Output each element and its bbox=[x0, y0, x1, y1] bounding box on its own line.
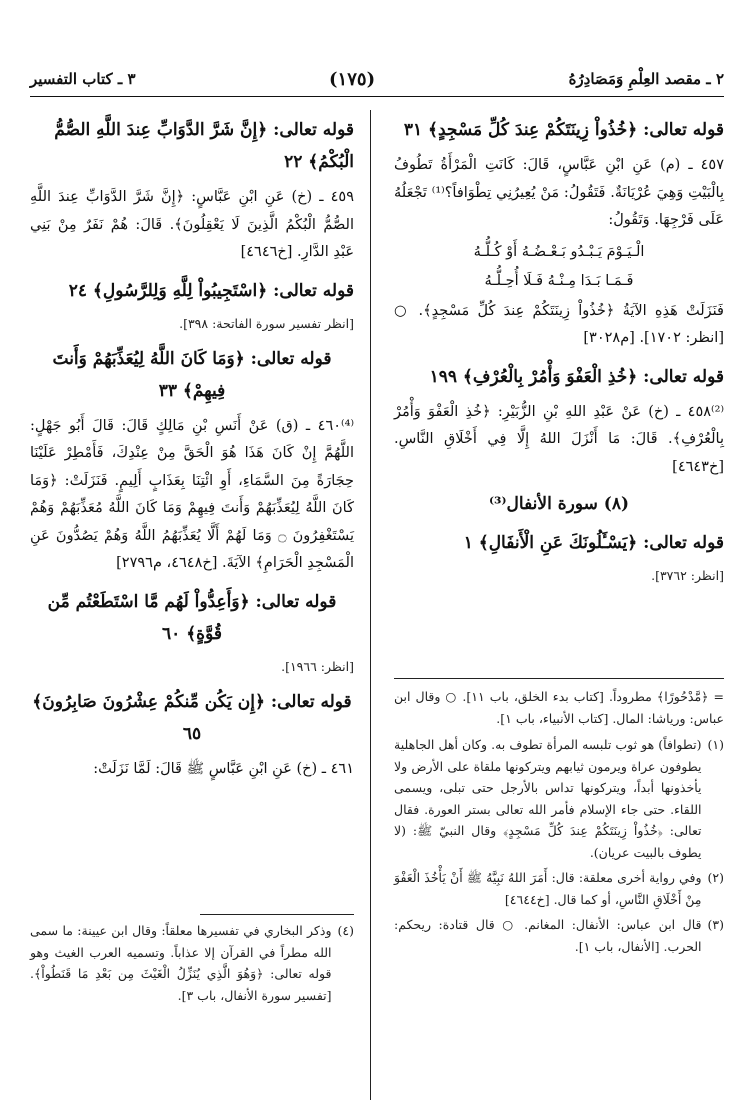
footnote-continuation: = ﴿مَّدْحُورًا﴾ مطروداً. [كتاب بدء الخلق، باب ١١]. ○ وقال ابن عباس: ورياشا: المال. [كتاب الأنبياء، باب ١]. bbox=[394, 689, 724, 726]
verse-heading-199: قوله تعالى: ﴿خُذِ الْعَفْوَ وَأْمُرْ بِالْعُرْفِ﴾ ١٩٩ bbox=[429, 366, 724, 387]
hadith-457: ٤٥٧ ـ (م) عَنِ ابْنِ عَبَّاسٍ، قَالَ: كَانَتِ الْمَرْأَةُ تَطُوفُ بِالْبَيْتِ وَهِيَ عُرْيَانَةٌ. فَتَقُولُ: مَنْ يُعِيرُنِي تِطْوَافاً؟⁽¹⁾ تَجْعَلُهُ عَلَى فَرْجِهَا. وَتَقُولُ: bbox=[394, 157, 724, 228]
page-header bbox=[30, 62, 724, 97]
hadith-458: ⁽²⁾٤٥٨ ـ (خ) عَنْ عَبْدِ اللهِ بْنِ الزُّبَيْرِ: ﴿خُذِ الْعَفْوَ وَأْمُرْ بِالْعُرْفِ﴾. قَالَ: مَا أَنْزَلَ اللهُ إِلَّا فِي أَخْلَاقِ النَّاسِ. [خ٤٦٤٣] bbox=[394, 403, 724, 475]
verse-heading-24: قوله تعالى: ﴿اسْتَجِيبُواْ لِلَّهِ وَلِلرَّسُولِ﴾ ٢٤ bbox=[68, 280, 354, 301]
footnote-number: (٤) bbox=[337, 923, 354, 938]
right-column bbox=[394, 106, 724, 591]
book-title: ٣ ـ كتاب التفسير bbox=[30, 70, 136, 88]
chapter-title: ٢ ـ مقصد العِلْمِ وَمَصَادِرُهُ bbox=[568, 70, 724, 88]
verse-heading-33: قوله تعالى: ﴿وَمَا كَانَ اللَّهُ لِيُعَذِّبَهُمْ وَأَنتَ فِيهِمْ﴾ ٣٣ bbox=[52, 348, 332, 401]
reference-3762: [انظر: ٣٧٦٢]. bbox=[651, 567, 724, 583]
reference-fatiha: [انظر تفسير سورة الفاتحة: ٣٩٨]. bbox=[179, 315, 354, 331]
footnote-4 bbox=[30, 920, 354, 1006]
reference-1966: [انظر: ١٩٦٦]. bbox=[281, 658, 354, 674]
footnote-1 bbox=[394, 734, 724, 863]
sura-title-anfal: (٨) سورة الأنفال⁽³⁾ bbox=[488, 494, 630, 514]
footnote-text: وفي رواية أخرى معلقة: قال: أَمَرَ اللهُ نَبِيَّهُ ﷺ أَنْ يَأْخُذَ الْعَفْوَ مِنْ أَخْلَاقِ النَّاسِ، أو كما قال. [خ٤٦٤٤] bbox=[394, 870, 702, 907]
footnote-separator-left bbox=[200, 914, 354, 915]
footnote-text: قال ابن عباس: الأنفال: المغانم. ○ قال قتادة: ريحكم: الحرب. [الأنفال، باب ١]. bbox=[394, 917, 702, 954]
column-divider bbox=[370, 110, 371, 1100]
footnotes-right bbox=[394, 684, 724, 961]
verse-heading-65: قوله تعالى: ﴿إِن يَكُن مِّنكُمْ عِشْرُونَ صَابِرُونَ﴾ ٦٥ bbox=[32, 691, 352, 744]
footnote-2 bbox=[394, 867, 724, 910]
footnote-separator-right bbox=[394, 678, 724, 679]
hadith-460: ⁽⁴⁾٤٦٠ ـ (ق) عَنْ أَنَسِ بْنِ مَالِكٍ قَالَ: قَالَ أَبُو جَهْلٍ: اللَّهُمَّ إِنْ كَانَ هَذَا هُوَ الْحَقَّ مِنْ عِنْدِكَ، فَأَمْطِرْ عَلَيْنَا حِجَارَةً مِنَ السَّمَاءِ، أَوِ ائْتِنَا بِعَذَابٍ أَلِيمٍ. فَنَزَلَتْ: ﴿وَمَا كَانَ اللَّهُ لِيُعَذِّبَهُمْ وَأَنتَ فِيهِمْ وَمَا كَانَ اللَّهُ مُعَذِّبَهُمْ وَهُمْ يَسْتَغْفِرُونَ ۝ وَمَا لَهُمْ أَلَّا يُعَذِّبَهُمُ اللَّهُ وَهُمْ يَصُدُّونَ عَنِ الْمَسْجِدِ الْحَرَامِ﴾ الآيَةَ. [خ٤٦٤٨، م٢٧٩٦] bbox=[30, 417, 354, 571]
footnote-number: (١) bbox=[707, 737, 724, 752]
footnotes-left bbox=[30, 920, 354, 1010]
hadith-459: ٤٥٩ ـ (خ) عَنِ ابْنِ عَبَّاسٍ: ﴿إِنَّ شَرَّ الدَّوَابِّ عِندَ اللَّهِ الصُّمُّ الْبُكْمُ الَّذِينَ لَا يَعْقِلُونَ﴾. قَالَ: هُمْ نَفَرٌ مِنْ بَنِي عَبْدِ الدَّارِ. [خ٤٦٤٦] bbox=[30, 189, 354, 260]
left-column bbox=[30, 106, 354, 787]
footnote-3 bbox=[394, 914, 724, 957]
verse-heading-31: قوله تعالى: ﴿خُذُواْ زِينَتَكُمْ عِندَ كُلِّ مَسْجِدٍ﴾ ٣١ bbox=[403, 120, 724, 140]
footnote-text: (تطوافاً) هو ثوب تلبسه المرأة تطوف به. وكان أهل الجاهلية يطوفون عراة ويرمون ثيابهم ويتركونها ملقاة على الأرض ولا يأخذونها أبداً، ويتركونها تداس بالأرجل حتى تبلى، ويسمى اللقاء. حتى جاء الإسلام فأمر الله تعالى بستر العورة. فقال تعالى: ﴿خُذُواْ زِينَتَكُمْ عِندَ كُلِّ مَسْجِدٍ﴾ وقال النبيّ ﷺ: (لا يطوف بالبيت عريان). bbox=[394, 737, 702, 860]
poem-line-2: فَـمَـا بَـدَا مِـنْـهُ فَـلَا أُحِـلُّـهُ bbox=[484, 273, 634, 289]
page-number: (١٧٥) bbox=[329, 68, 376, 90]
verse-heading-60: قوله تعالى: ﴿وَأَعِدُّواْ لَهُم مَّا اسْتَطَعْتُم مِّن قُوَّةٍ﴾ ٦٠ bbox=[47, 591, 337, 644]
hadith-457-end: فَنَزَلَتْ هَذِهِ الآيَةُ ﴿خُذُواْ زِينَتَكُمْ عِندَ كُلِّ مَسْجِدٍ﴾. ○ [انظر: ١٧٠٢]. [م٣٠٢٨] bbox=[394, 302, 724, 346]
verse-heading-22: قوله تعالى: ﴿إِنَّ شَرَّ الدَّوَابِّ عِندَ اللَّهِ الصُّمُّ الْبُكْمُ﴾ ٢٢ bbox=[54, 120, 354, 172]
footnote-number: (٣) bbox=[707, 917, 724, 932]
verse-heading-1: قوله تعالى: ﴿يَسْـَٔلُونَكَ عَنِ الْأَنفَالِ﴾ ١ bbox=[463, 532, 724, 553]
poem-line-1: الْـيَـوْمَ يَـبْـدُو بَـعْـضُـهُ أَوْ كُـلُّـهُ bbox=[473, 243, 645, 260]
hadith-461: ٤٦١ ـ (خ) عَنِ ابْنِ عَبَّاسٍ ﷺ قَالَ: لَمَّا نَزَلَتْ: bbox=[93, 760, 354, 777]
footnote-number: (٢) bbox=[707, 870, 724, 885]
footnote-text: وذكر البخاري في تفسيرها معلقاً: وقال ابن عيينة: ما سمى الله مطراً في القرآن إلا عذاباً. وتسميه العرب الغيث وهو قوله تعالى: ﴿وَهُوَ الَّذِي يُنَزِّلُ الْغَيْثَ مِن بَعْدِ مَا قَنَطُواْ﴾. [تفسير سورة الأنفال، باب ٣]. bbox=[30, 923, 332, 1003]
